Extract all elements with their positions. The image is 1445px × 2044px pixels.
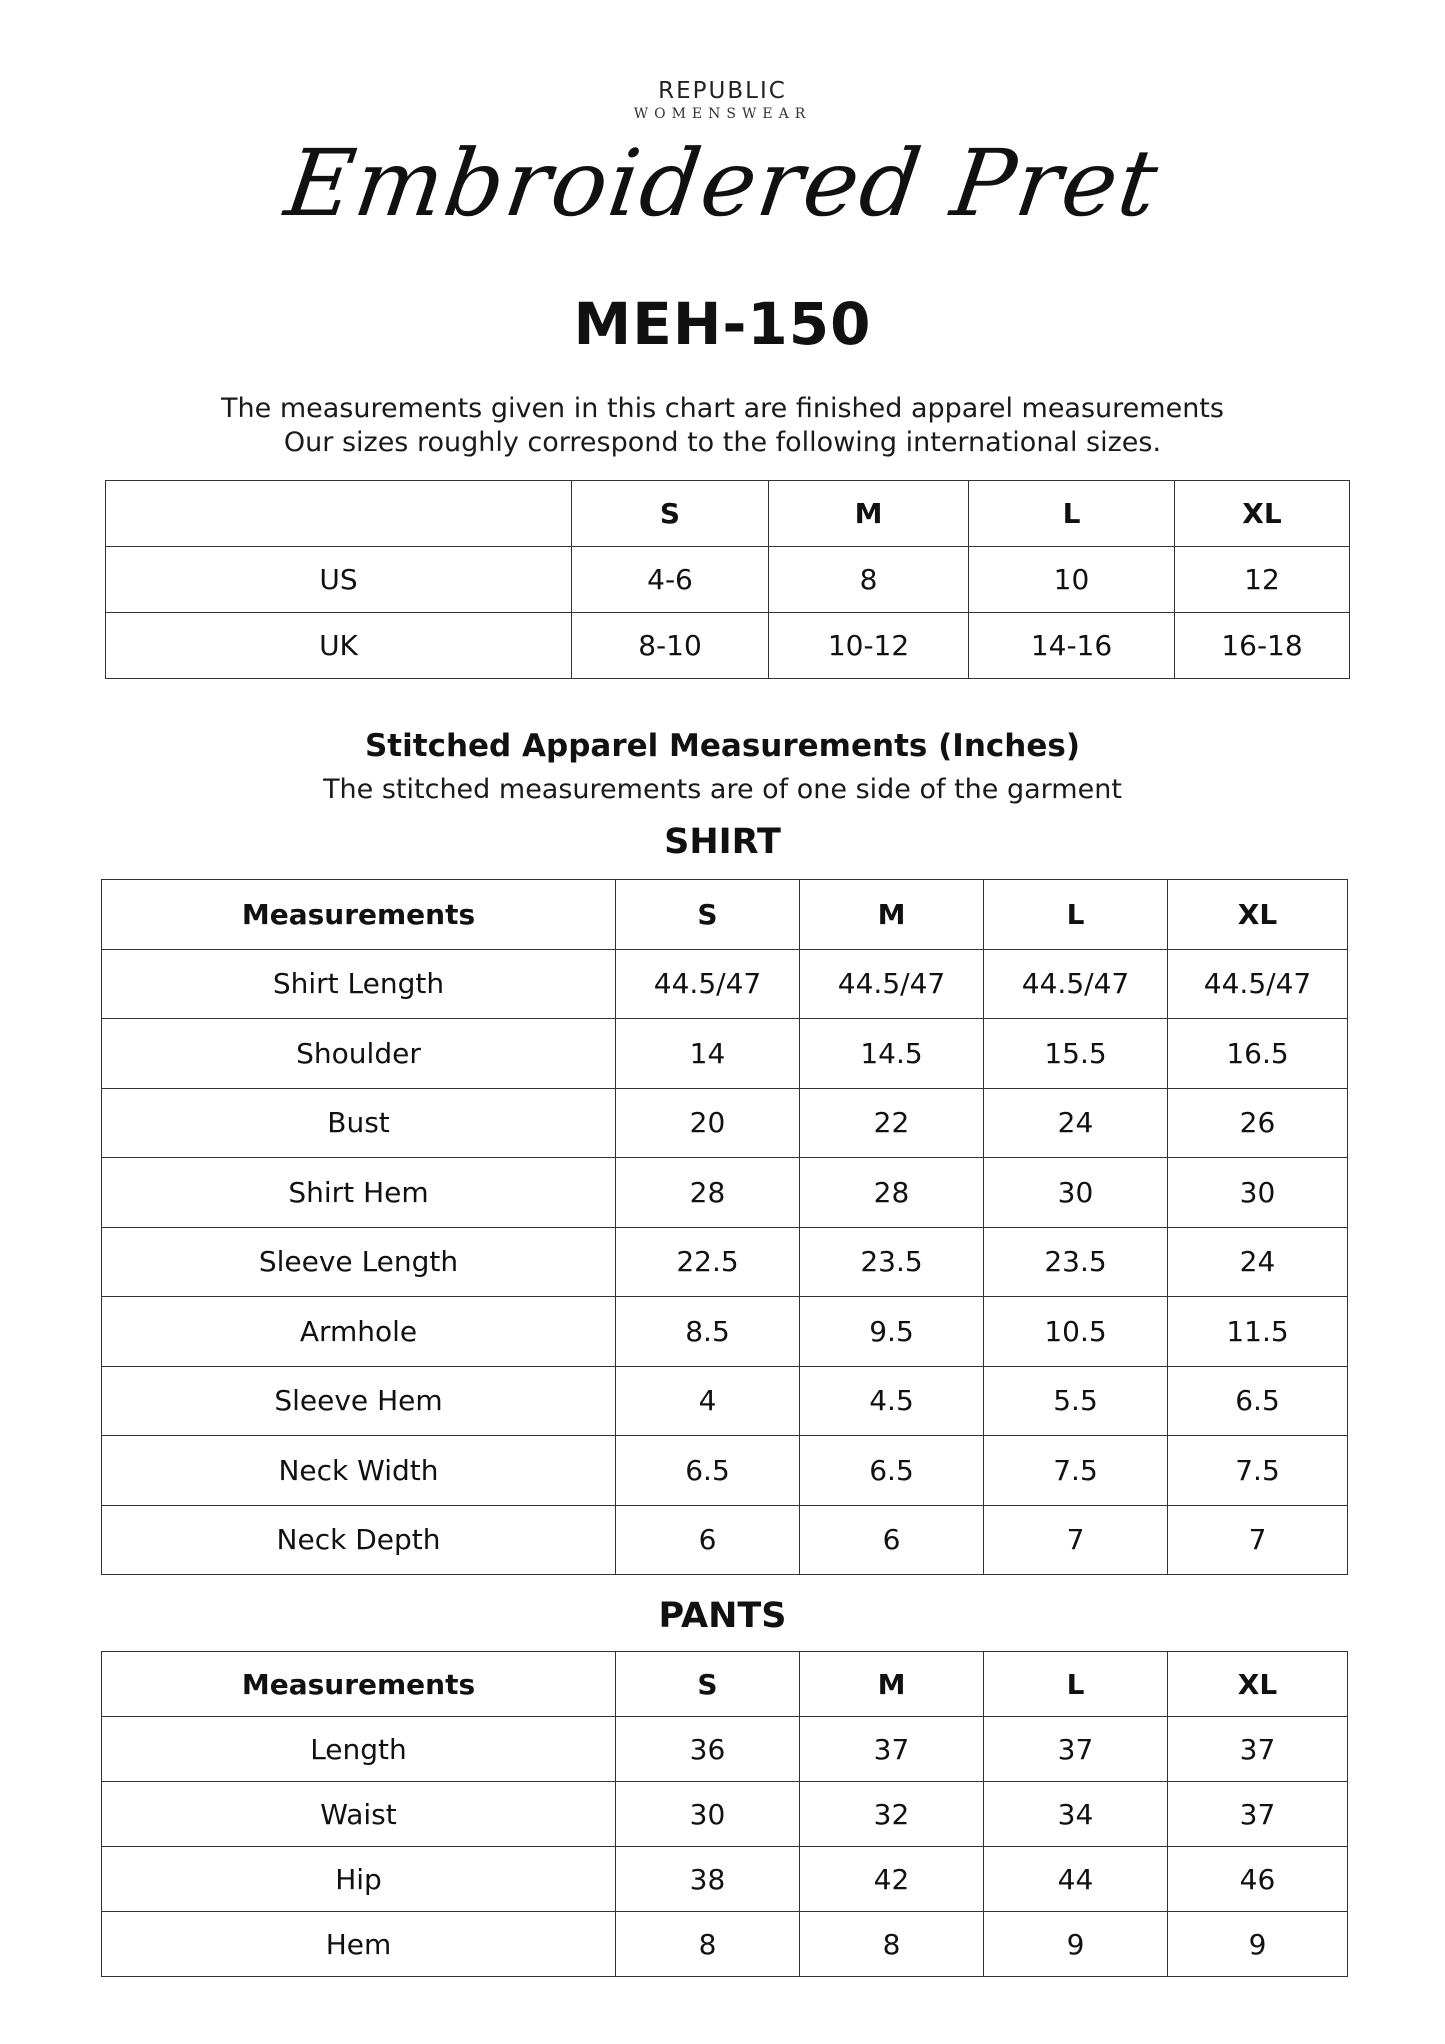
- header-cell: [106, 481, 572, 547]
- header-cell: S: [616, 880, 800, 950]
- table-cell: 20: [616, 1088, 800, 1158]
- brand-subtitle: WOMENSWEAR: [633, 106, 812, 122]
- table-row: [102, 1088, 1348, 1158]
- table-cell: 14: [616, 1019, 800, 1089]
- table-cell: 37: [1168, 1782, 1348, 1847]
- table-cell: 6.5: [1168, 1366, 1348, 1436]
- table-cell: 6: [800, 1505, 984, 1575]
- table-cell: 44.5/47: [800, 949, 984, 1019]
- brand-name: REPUBLIC: [658, 78, 787, 104]
- table-cell: 42: [800, 1847, 984, 1912]
- table-cell: 28: [800, 1158, 984, 1228]
- table-cell: 10.5: [984, 1297, 1168, 1367]
- table-cell: 37: [1168, 1717, 1348, 1782]
- table-cell: 8-10: [572, 613, 769, 679]
- row-label: US: [106, 547, 572, 613]
- row-label: Waist: [102, 1782, 616, 1847]
- header-cell: Measurements: [102, 880, 616, 950]
- table-row: [102, 1782, 1348, 1847]
- row-label: Hip: [102, 1847, 616, 1912]
- header-cell: M: [800, 1652, 984, 1717]
- brand-logo: [0, 78, 1445, 122]
- header-cell: L: [984, 880, 1168, 950]
- table-cell: 46: [1168, 1847, 1348, 1912]
- table-cell: 7: [1168, 1505, 1348, 1575]
- stitched-title: Stitched Apparel Measurements (Inches): [364, 728, 1080, 764]
- table-cell: 10: [969, 547, 1175, 613]
- header-cell: S: [616, 1652, 800, 1717]
- row-label: Neck Width: [102, 1436, 616, 1506]
- table-cell: 23.5: [984, 1227, 1168, 1297]
- table-cell: 16.5: [1168, 1019, 1348, 1089]
- table-cell: 6.5: [800, 1436, 984, 1506]
- table-header-row: [102, 880, 1348, 950]
- header-cell: M: [769, 481, 969, 547]
- table-row: [102, 1297, 1348, 1367]
- table-cell: 24: [1168, 1227, 1348, 1297]
- table-cell: 9: [1168, 1912, 1348, 1977]
- table-cell: 16-18: [1175, 613, 1350, 679]
- table-cell: 5.5: [984, 1366, 1168, 1436]
- table-cell: 36: [616, 1717, 800, 1782]
- table-cell: 30: [616, 1782, 800, 1847]
- table-cell: 8: [769, 547, 969, 613]
- table-cell: 44.5/47: [1168, 949, 1348, 1019]
- table-cell: 10-12: [769, 613, 969, 679]
- table-cell: 28: [616, 1158, 800, 1228]
- table-row: [102, 1227, 1348, 1297]
- table-cell: 6: [616, 1505, 800, 1575]
- row-label: Armhole: [102, 1297, 616, 1367]
- row-label: Sleeve Length: [102, 1227, 616, 1297]
- table-row: [102, 1366, 1348, 1436]
- intro-line-1: The measurements given in this chart are finished apparel measurements: [221, 393, 1224, 424]
- table-row: [102, 1847, 1348, 1912]
- table-cell: 37: [984, 1717, 1168, 1782]
- table-row: [102, 1505, 1348, 1575]
- header-cell: XL: [1168, 880, 1348, 950]
- shirt-measurements-table: [101, 879, 1348, 1575]
- table-row: [102, 1158, 1348, 1228]
- row-label: Sleeve Hem: [102, 1366, 616, 1436]
- row-label: Bust: [102, 1088, 616, 1158]
- header-cell: L: [984, 1652, 1168, 1717]
- table-cell: 26: [1168, 1088, 1348, 1158]
- intro-text: [0, 392, 1445, 460]
- table-cell: 9.5: [800, 1297, 984, 1367]
- table-row: [106, 547, 1350, 613]
- header-cell: S: [572, 481, 769, 547]
- intro-line-2: Our sizes roughly correspond to the following international sizes.: [283, 427, 1162, 458]
- international-size-table: [105, 480, 1350, 679]
- table-row: [106, 613, 1350, 679]
- header-cell: Measurements: [102, 1652, 616, 1717]
- header-cell: M: [800, 880, 984, 950]
- pants-measurements-table: [101, 1651, 1348, 1977]
- table-cell: 34: [984, 1782, 1168, 1847]
- table-cell: 15.5: [984, 1019, 1168, 1089]
- table-cell: 4-6: [572, 547, 769, 613]
- row-label: Shoulder: [102, 1019, 616, 1089]
- table-cell: 32: [800, 1782, 984, 1847]
- row-label: Length: [102, 1717, 616, 1782]
- table-cell: 12: [1175, 547, 1350, 613]
- table-cell: 44: [984, 1847, 1168, 1912]
- header-cell: XL: [1175, 481, 1350, 547]
- table-cell: 22.5: [616, 1227, 800, 1297]
- table-cell: 8.5: [616, 1297, 800, 1367]
- table-cell: 30: [1168, 1158, 1348, 1228]
- table-cell: 14.5: [800, 1019, 984, 1089]
- product-code: MEH-150: [573, 290, 872, 358]
- table-cell: 4: [616, 1366, 800, 1436]
- table-header-row: [106, 481, 1350, 547]
- table-cell: 23.5: [800, 1227, 984, 1297]
- row-label: Neck Depth: [102, 1505, 616, 1575]
- table-cell: 8: [800, 1912, 984, 1977]
- table-cell: 30: [984, 1158, 1168, 1228]
- header-cell: XL: [1168, 1652, 1348, 1717]
- table-row: [102, 1717, 1348, 1782]
- table-row: [102, 1019, 1348, 1089]
- table-cell: 8: [616, 1912, 800, 1977]
- stitched-note: The stitched measurements are of one side of the garment: [323, 774, 1122, 805]
- shirt-heading: SHIRT: [664, 822, 781, 862]
- table-cell: 37: [800, 1717, 984, 1782]
- table-cell: 22: [800, 1088, 984, 1158]
- table-cell: 6.5: [616, 1436, 800, 1506]
- table-cell: 44.5/47: [616, 949, 800, 1019]
- table-cell: 7: [984, 1505, 1168, 1575]
- table-cell: 7.5: [984, 1436, 1168, 1506]
- row-label: Shirt Hem: [102, 1158, 616, 1228]
- table-cell: 9: [984, 1912, 1168, 1977]
- pants-heading: PANTS: [658, 1596, 787, 1636]
- table-header-row: [102, 1652, 1348, 1717]
- table-cell: 7.5: [1168, 1436, 1348, 1506]
- table-cell: 24: [984, 1088, 1168, 1158]
- row-label: UK: [106, 613, 572, 679]
- table-row: [102, 949, 1348, 1019]
- table-row: [102, 1436, 1348, 1506]
- table-cell: 38: [616, 1847, 800, 1912]
- table-cell: 11.5: [1168, 1297, 1348, 1367]
- header-cell: L: [969, 481, 1175, 547]
- collection-title: Embroidered Pret: [279, 130, 1166, 237]
- table-cell: 44.5/47: [984, 949, 1168, 1019]
- table-cell: 4.5: [800, 1366, 984, 1436]
- table-row: [102, 1912, 1348, 1977]
- row-label: Hem: [102, 1912, 616, 1977]
- table-cell: 14-16: [969, 613, 1175, 679]
- row-label: Shirt Length: [102, 949, 616, 1019]
